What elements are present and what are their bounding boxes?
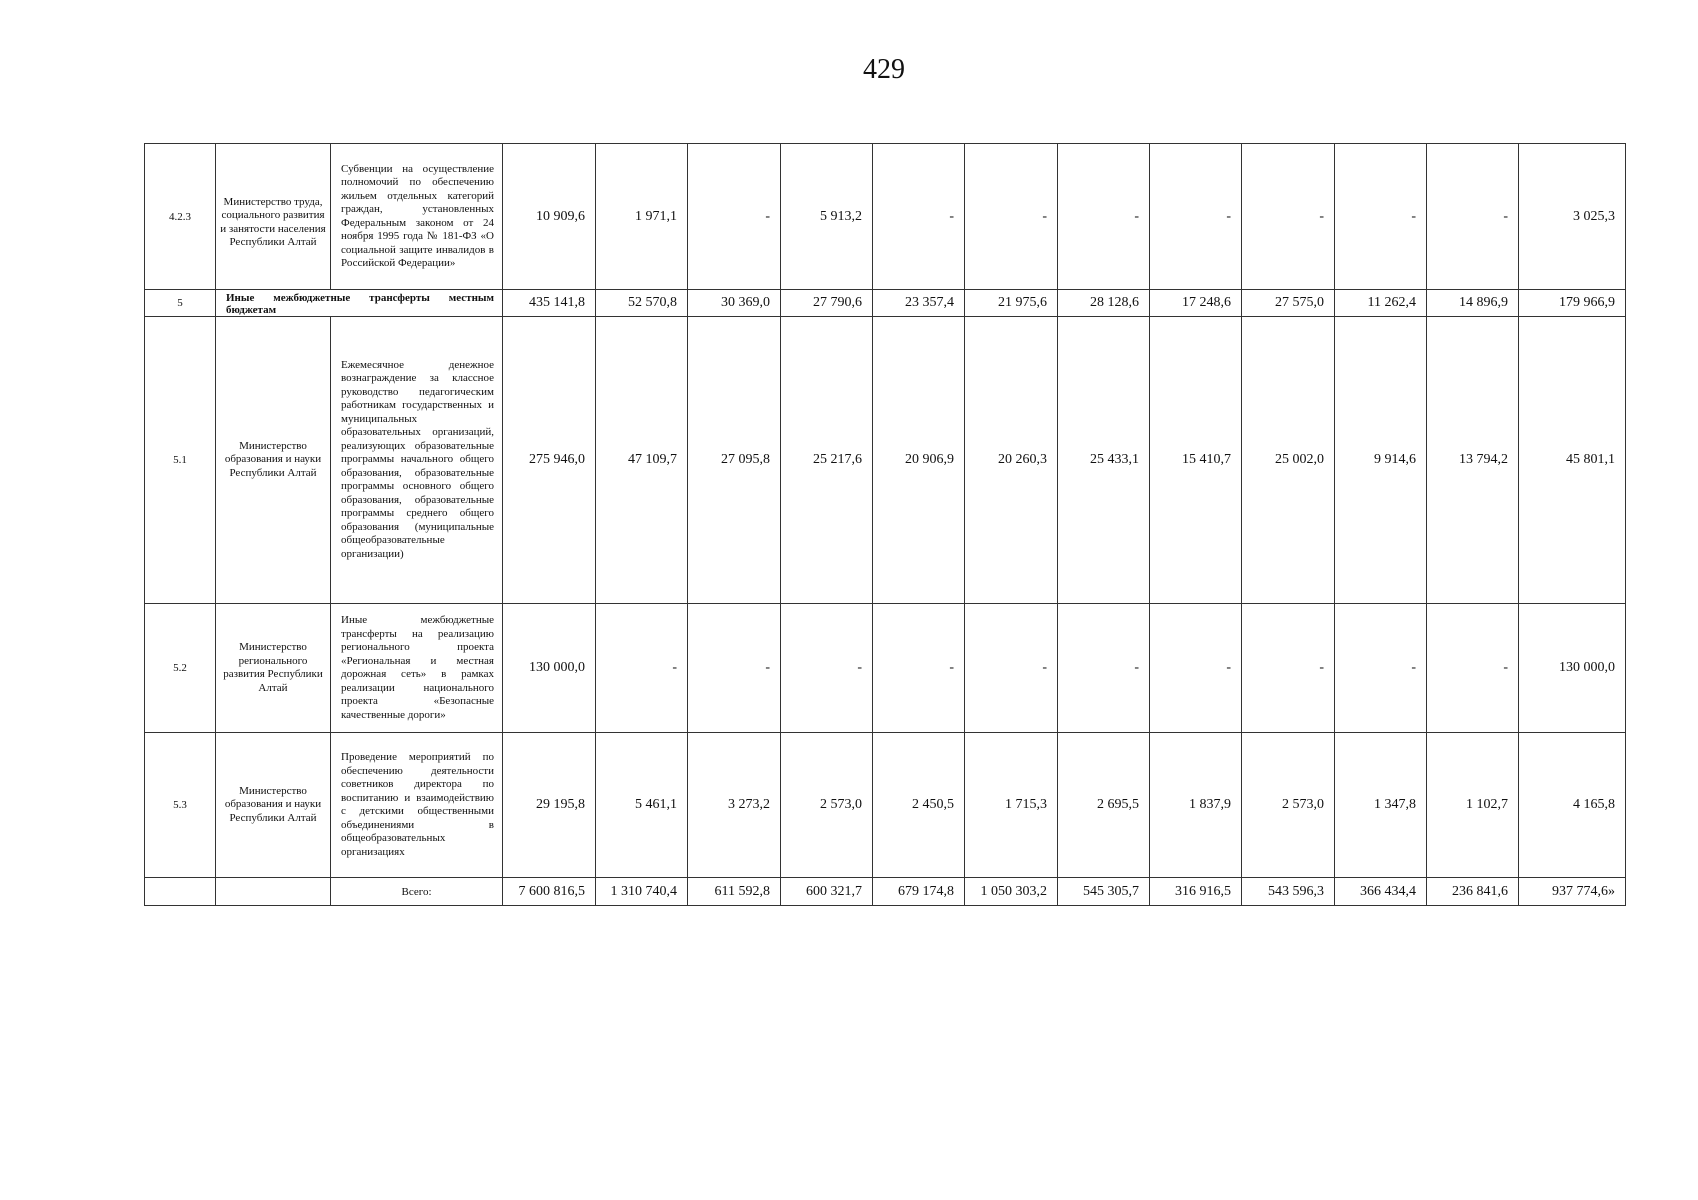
value-cell: - bbox=[1058, 144, 1150, 290]
row-code: 5 bbox=[145, 290, 216, 317]
value-cell: 14 896,9 bbox=[1427, 290, 1519, 317]
value-cell: 21 975,6 bbox=[965, 290, 1058, 317]
value-cell: - bbox=[781, 604, 873, 733]
table-row-total bbox=[145, 878, 1626, 906]
value-cell: - bbox=[873, 604, 965, 733]
value-cell: 17 248,6 bbox=[1150, 290, 1242, 317]
value-cell: 11 262,4 bbox=[1335, 290, 1427, 317]
value-cell: - bbox=[965, 144, 1058, 290]
org-cell bbox=[216, 604, 331, 733]
table-row bbox=[145, 144, 1626, 290]
value-cell: - bbox=[596, 604, 688, 733]
value-cell: - bbox=[873, 144, 965, 290]
row-code: 4.2.3 bbox=[145, 144, 216, 290]
table-row bbox=[145, 604, 1626, 733]
total-value-cell: 937 774,6» bbox=[1519, 878, 1626, 906]
page-number: 429 bbox=[863, 54, 905, 85]
empty-cell bbox=[216, 878, 331, 906]
total-value-cell: 1 310 740,4 bbox=[596, 878, 688, 906]
org-name: Министерство образования и науки Республики Алтай bbox=[224, 439, 322, 479]
row-code: 5.1 bbox=[145, 317, 216, 604]
value-cell: 1 971,1 bbox=[596, 144, 688, 290]
org-cell bbox=[216, 733, 331, 878]
description-cell: Ежемесячное денежное вознаграждение за классное руководство педагогическим работникам государственных и муниципальных образовательных организаций, реализующих образовательные программы начального общего образования, образовательные программы основного общего образования, образовательные программы среднего общего образования (муниципальные общеобразовательные организации) bbox=[331, 317, 503, 604]
value-cell: 1 102,7 bbox=[1427, 733, 1519, 878]
value-cell: 25 217,6 bbox=[781, 317, 873, 604]
value-cell: 9 914,6 bbox=[1335, 317, 1427, 604]
total-value-cell: 679 174,8 bbox=[873, 878, 965, 906]
value-cell: 27 790,6 bbox=[781, 290, 873, 317]
org-name: Министерство регионального развития Республики Алтай bbox=[223, 641, 323, 694]
value-cell: 20 260,3 bbox=[965, 317, 1058, 604]
description-cell: Проведение мероприятий по обеспечению деятельности советников директора по воспитанию и взаимодействию с детскими общественными объединениями в общеобразовательных организациях bbox=[331, 733, 503, 878]
total-value-cell: 366 434,4 bbox=[1335, 878, 1427, 906]
table-row-section bbox=[145, 290, 1626, 317]
value-cell: 13 794,2 bbox=[1427, 317, 1519, 604]
value-cell: 28 128,6 bbox=[1058, 290, 1150, 317]
value-cell: 1 715,3 bbox=[965, 733, 1058, 878]
value-cell: - bbox=[688, 604, 781, 733]
value-cell: - bbox=[965, 604, 1058, 733]
value-cell: 179 966,9 bbox=[1519, 290, 1626, 317]
value-cell: 27 095,8 bbox=[688, 317, 781, 604]
total-label: Всего: bbox=[331, 878, 503, 906]
table-row bbox=[145, 317, 1626, 604]
value-cell: 47 109,7 bbox=[596, 317, 688, 604]
total-value-cell: 611 592,8 bbox=[688, 878, 781, 906]
total-value-cell: 545 305,7 bbox=[1058, 878, 1150, 906]
value-cell: 2 573,0 bbox=[1242, 733, 1335, 878]
total-value-cell: 543 596,3 bbox=[1242, 878, 1335, 906]
value-cell: - bbox=[1335, 144, 1427, 290]
value-cell: 30 369,0 bbox=[688, 290, 781, 317]
value-cell: - bbox=[1242, 144, 1335, 290]
value-cell: 20 906,9 bbox=[873, 317, 965, 604]
value-cell: 25 002,0 bbox=[1242, 317, 1335, 604]
value-cell: - bbox=[1427, 144, 1519, 290]
value-cell: - bbox=[1242, 604, 1335, 733]
org-cell bbox=[216, 144, 331, 290]
total-value-cell: 316 916,5 bbox=[1150, 878, 1242, 906]
org-name: Министерство труда, социального развития и занятости населения Республики Алтай bbox=[220, 195, 326, 248]
value-cell: 2 450,5 bbox=[873, 733, 965, 878]
value-cell: 2 573,0 bbox=[781, 733, 873, 878]
value-cell: - bbox=[1335, 604, 1427, 733]
row-code: 5.3 bbox=[145, 733, 216, 878]
value-cell: 10 909,6 bbox=[503, 144, 596, 290]
value-cell: 45 801,1 bbox=[1519, 317, 1626, 604]
description-cell: Субвенции на осуществление полномочий по обеспечению жильем отдельных категорий граждан, установленных Федеральным законом от 24 ноября 1995 года № 181-ФЗ «О социальной защите инвалидов в Российской Федерации» bbox=[331, 144, 503, 290]
total-value-cell: 600 321,7 bbox=[781, 878, 873, 906]
value-cell: 5 913,2 bbox=[781, 144, 873, 290]
value-cell: 25 433,1 bbox=[1058, 317, 1150, 604]
value-cell: 1 837,9 bbox=[1150, 733, 1242, 878]
value-cell: - bbox=[1150, 144, 1242, 290]
value-cell: 435 141,8 bbox=[503, 290, 596, 317]
value-cell: 2 695,5 bbox=[1058, 733, 1150, 878]
value-cell: 130 000,0 bbox=[1519, 604, 1626, 733]
value-cell: 4 165,8 bbox=[1519, 733, 1626, 878]
value-cell: 130 000,0 bbox=[503, 604, 596, 733]
value-cell: 29 195,8 bbox=[503, 733, 596, 878]
row-code: 5.2 bbox=[145, 604, 216, 733]
section-title: Иные межбюджетные трансферты местным бюджетам bbox=[216, 290, 503, 317]
table-row bbox=[145, 733, 1626, 878]
value-cell: - bbox=[1150, 604, 1242, 733]
value-cell: 5 461,1 bbox=[596, 733, 688, 878]
value-cell: - bbox=[1427, 604, 1519, 733]
value-cell: - bbox=[1058, 604, 1150, 733]
description-cell: Иные межбюджетные трансферты на реализацию регионального проекта «Региональная и местная дорожная сеть» в рамках реализации национального проекта «Безопасные качественные дороги» bbox=[331, 604, 503, 733]
org-name: Министерство образования и науки Республики Алтай bbox=[224, 784, 322, 824]
org-cell bbox=[216, 317, 331, 604]
value-cell: 23 357,4 bbox=[873, 290, 965, 317]
value-cell: 3 273,2 bbox=[688, 733, 781, 878]
empty-cell bbox=[145, 878, 216, 906]
value-cell: 1 347,8 bbox=[1335, 733, 1427, 878]
total-value-cell: 236 841,6 bbox=[1427, 878, 1519, 906]
total-value-cell: 1 050 303,2 bbox=[965, 878, 1058, 906]
value-cell: - bbox=[688, 144, 781, 290]
budget-table bbox=[144, 143, 1626, 906]
value-cell: 52 570,8 bbox=[596, 290, 688, 317]
value-cell: 15 410,7 bbox=[1150, 317, 1242, 604]
value-cell: 27 575,0 bbox=[1242, 290, 1335, 317]
value-cell: 3 025,3 bbox=[1519, 144, 1626, 290]
total-value-cell: 7 600 816,5 bbox=[503, 878, 596, 906]
value-cell: 275 946,0 bbox=[503, 317, 596, 604]
